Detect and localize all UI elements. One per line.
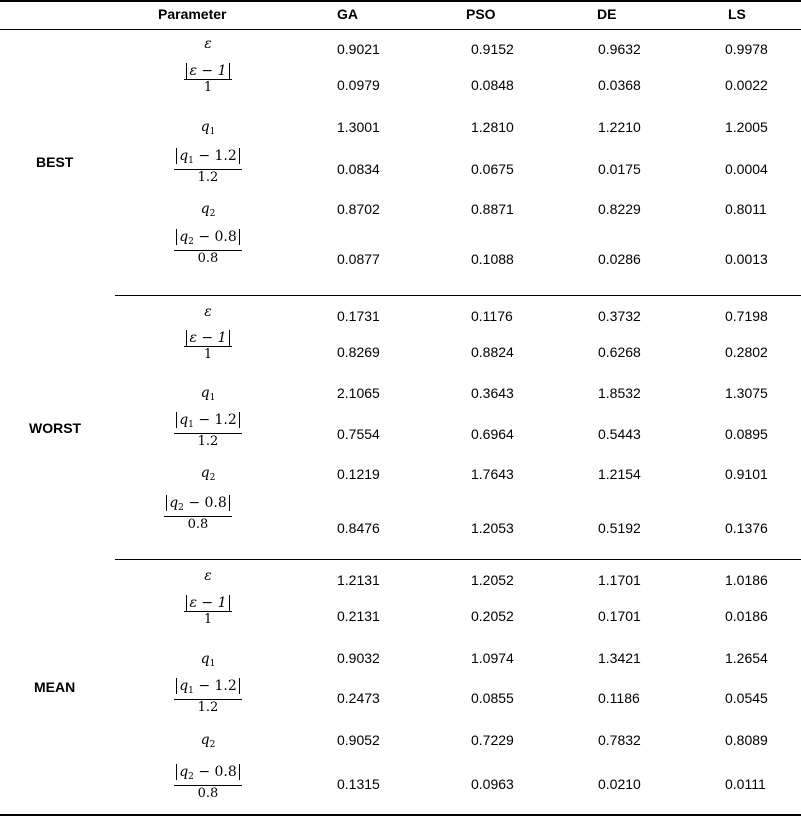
cell-worst-de: 0.6268 [598, 344, 641, 360]
cell-mean-pso: 0.0855 [471, 690, 514, 706]
cell-worst-ls: 0.1376 [725, 520, 768, 536]
param-q2: $q_2$ [200, 732, 216, 750]
cell-worst-pso: 0.3643 [471, 385, 514, 401]
header-ga: GA [337, 6, 358, 22]
cell-mean-ga: 1.2131 [337, 572, 380, 588]
param-q1-relative-error: $\frac{q_1 - 1.2}{1.2}$ [148, 679, 268, 715]
cell-mean-de: 1.1701 [598, 572, 641, 588]
cell-mean-ls: 1.0186 [725, 572, 768, 588]
cell-best-ga: 1.3001 [337, 119, 380, 135]
cell-best-ls: 0.8011 [725, 201, 767, 217]
cell-mean-pso: 0.7229 [471, 732, 514, 748]
cell-worst-pso: 0.1176 [471, 308, 513, 324]
header-de: DE [597, 6, 617, 22]
cell-best-pso: 1.2810 [471, 119, 514, 135]
param-q2: $q_2$ [200, 465, 216, 483]
param-epsilon-relative-error: $\frac{\varepsilon - 1}{1}$ [148, 331, 268, 362]
cell-worst-ls: 0.2802 [725, 344, 768, 360]
cell-worst-de: 0.5192 [598, 520, 641, 536]
param-q1: $q_1$ [200, 385, 216, 403]
cell-worst-pso: 0.6964 [471, 426, 514, 442]
header-parameter: Parameter [158, 6, 227, 22]
cell-best-de: 1.2210 [598, 119, 641, 135]
cell-best-pso: 0.0848 [471, 77, 514, 93]
cell-mean-ls: 0.0186 [725, 608, 768, 624]
cell-worst-ls: 0.0895 [725, 426, 768, 442]
cell-worst-ga: 0.8269 [337, 344, 380, 360]
param-epsilon: ε [204, 36, 212, 52]
cell-best-pso: 0.0675 [471, 161, 514, 177]
cell-mean-de: 0.1701 [598, 608, 641, 624]
header-rule [0, 29, 801, 30]
cell-worst-ga: 0.7554 [337, 426, 380, 442]
cell-worst-ls: 0.9101 [725, 466, 768, 482]
cell-mean-de: 0.0210 [598, 776, 641, 792]
cell-worst-pso: 1.2053 [471, 520, 514, 536]
group-label-best: BEST [36, 154, 74, 170]
cell-worst-ga: 0.1219 [337, 466, 380, 482]
group-divider [115, 559, 801, 560]
param-q2: $q_2$ [200, 201, 216, 219]
header-ls: LS [728, 6, 746, 22]
cell-worst-ls: 0.7198 [725, 308, 768, 324]
cell-best-de: 0.0368 [598, 77, 641, 93]
cell-best-de: 0.9632 [598, 41, 641, 57]
cell-best-ls: 0.0022 [725, 77, 768, 93]
cell-mean-ls: 0.0545 [725, 690, 768, 706]
cell-best-de: 0.0175 [598, 161, 641, 177]
cell-mean-ga: 0.2473 [337, 690, 380, 706]
cell-worst-pso: 1.7643 [471, 466, 514, 482]
param-q2-relative-error: $\frac{q_2 - 0.8}{0.8}$ [148, 230, 268, 266]
cell-best-ga: 0.0979 [337, 77, 380, 93]
param-q1: $q_1$ [200, 651, 216, 669]
group-divider [115, 295, 801, 296]
cell-best-ga: 0.0877 [337, 251, 380, 267]
param-epsilon: ε [204, 304, 212, 320]
cell-worst-de: 0.5443 [598, 426, 641, 442]
cell-mean-ls: 0.0111 [725, 776, 766, 792]
param-q1-relative-error: $\frac{q_1 - 1.2}{1.2}$ [148, 413, 268, 449]
param-epsilon-relative-error: $\frac{\varepsilon - 1}{1}$ [148, 64, 268, 95]
header-pso: PSO [466, 6, 496, 22]
param-epsilon-relative-error: $\frac{\varepsilon - 1}{1}$ [148, 596, 268, 627]
cell-mean-ga: 0.9052 [337, 732, 380, 748]
cell-worst-de: 1.2154 [598, 466, 641, 482]
cell-mean-pso: 1.2052 [471, 572, 514, 588]
cell-best-ls: 1.2005 [725, 119, 768, 135]
cell-mean-de: 0.7832 [598, 732, 641, 748]
param-q2-relative-error: $\frac{q_2 - 0.8}{0.8}$ [138, 496, 258, 532]
cell-best-ga: 0.0834 [337, 161, 380, 177]
cell-worst-pso: 0.8824 [471, 344, 514, 360]
cell-worst-de: 1.8532 [598, 385, 641, 401]
cell-mean-pso: 1.0974 [471, 650, 514, 666]
param-q1: $q_1$ [200, 119, 216, 137]
cell-worst-ga: 0.8476 [337, 520, 380, 536]
cell-mean-de: 0.1186 [598, 690, 640, 706]
cell-best-de: 0.0286 [598, 251, 641, 267]
cell-mean-ls: 1.2654 [725, 650, 768, 666]
cell-worst-de: 0.3732 [598, 308, 641, 324]
cell-mean-pso: 0.0963 [471, 776, 514, 792]
cell-mean-ga: 0.2131 [337, 608, 380, 624]
cell-best-ga: 0.8702 [337, 201, 380, 217]
group-label-worst: WORST [29, 420, 82, 436]
cell-best-pso: 0.9152 [471, 41, 514, 57]
group-label-mean: MEAN [34, 679, 76, 695]
cell-mean-ga: 0.1315 [337, 776, 380, 792]
cell-worst-ga: 0.1731 [337, 308, 380, 324]
cell-mean-ls: 0.8089 [725, 732, 768, 748]
cell-best-pso: 0.1088 [471, 251, 514, 267]
top-rule [0, 0, 801, 2]
param-q2-relative-error: $\frac{q_2 - 0.8}{0.8}$ [148, 765, 268, 801]
cell-best-ls: 0.0013 [725, 251, 768, 267]
cell-mean-pso: 0.2052 [471, 608, 514, 624]
cell-mean-ga: 0.9032 [337, 650, 380, 666]
cell-best-de: 0.8229 [598, 201, 641, 217]
cell-best-pso: 0.8871 [471, 201, 514, 217]
cell-mean-de: 1.3421 [598, 650, 641, 666]
param-q1-relative-error: $\frac{q_1 - 1.2}{1.2}$ [148, 149, 268, 185]
cell-best-ga: 0.9021 [337, 41, 380, 57]
param-epsilon: ε [204, 568, 212, 584]
cell-worst-ls: 1.3075 [725, 385, 768, 401]
cell-best-ls: 0.9978 [725, 41, 768, 57]
cell-best-ls: 0.0004 [725, 161, 768, 177]
cell-worst-ga: 2.1065 [337, 385, 380, 401]
